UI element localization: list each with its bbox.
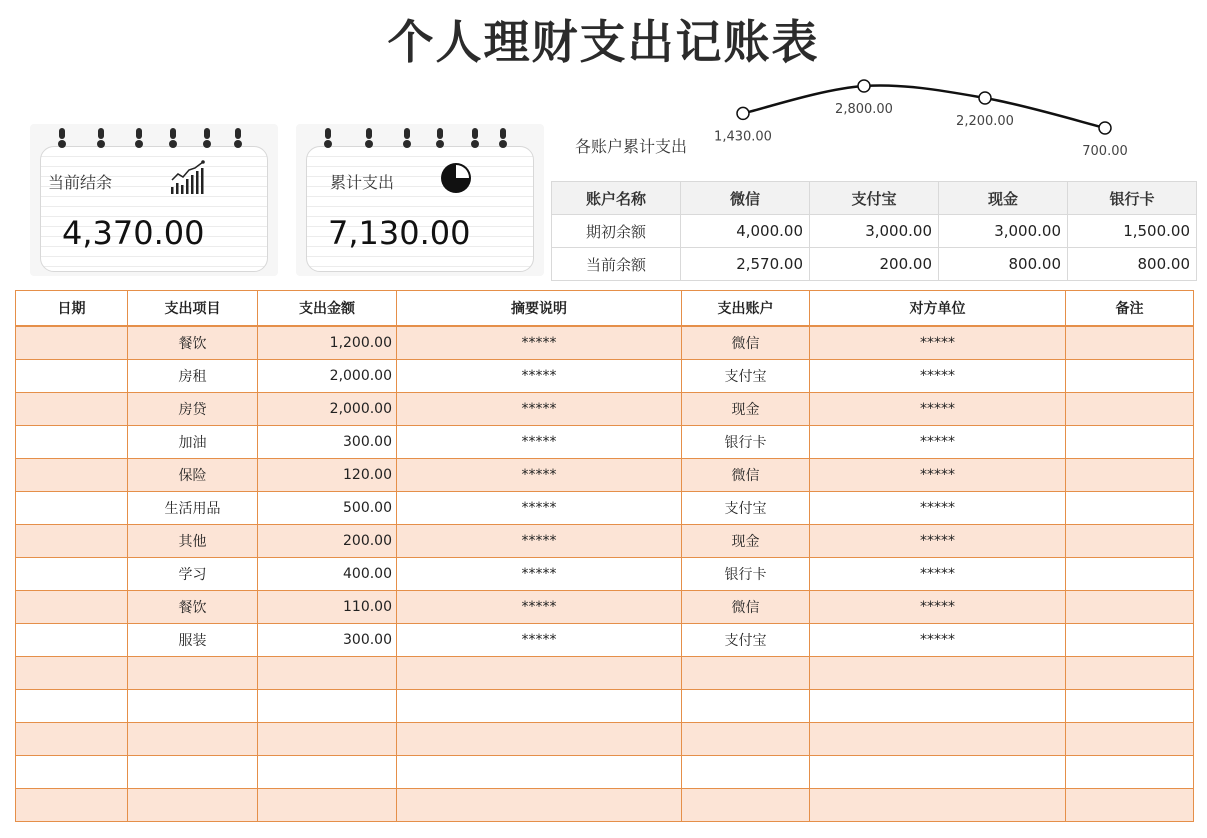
ring-icon (471, 128, 479, 148)
cell-counterparty[interactable]: ***** (810, 558, 1066, 591)
cell-date[interactable] (16, 393, 128, 426)
account-header-bankcard: 银行卡 (1068, 182, 1197, 215)
cell-item[interactable]: 服装 (128, 624, 258, 657)
table-row (16, 723, 1194, 756)
cell-amount[interactable]: 120.00 (258, 459, 397, 492)
cell-counterparty[interactable] (810, 723, 1066, 756)
cell-amount[interactable] (258, 789, 397, 822)
cell-account[interactable]: 现金 (682, 525, 810, 558)
table-row (16, 756, 1194, 789)
cell-item[interactable] (128, 723, 258, 756)
cell-notes[interactable] (1066, 426, 1194, 459)
account-header-wechat: 微信 (681, 182, 810, 215)
ring-icon (169, 128, 177, 148)
ring-icon (436, 128, 444, 148)
account-name-header: 账户名称 (552, 182, 681, 215)
cell-account[interactable] (682, 723, 810, 756)
cell-account[interactable]: 支付宝 (682, 492, 810, 525)
cell-item[interactable] (128, 756, 258, 789)
cell-summary[interactable]: ***** (397, 326, 682, 360)
cell-counterparty[interactable]: ***** (810, 360, 1066, 393)
ring-icon (203, 128, 211, 148)
expense-header-row (16, 291, 1194, 327)
cell-account[interactable]: 微信 (682, 591, 810, 624)
table-row (16, 492, 1194, 525)
cell-counterparty[interactable]: ***** (810, 591, 1066, 624)
cell-date[interactable] (16, 591, 128, 624)
bar-chart-icon (170, 160, 206, 196)
cell-account[interactable]: 微信 (682, 326, 810, 360)
cell-item[interactable] (128, 789, 258, 822)
cell-summary[interactable] (397, 690, 682, 723)
cell-account[interactable] (682, 789, 810, 822)
cell-counterparty[interactable]: ***** (810, 525, 1066, 558)
cell-amount[interactable]: 300.00 (258, 426, 397, 459)
cell-notes[interactable] (1066, 789, 1194, 822)
cell-notes[interactable] (1066, 360, 1194, 393)
table-row (16, 426, 1194, 459)
cell-summary[interactable]: ***** (397, 393, 682, 426)
cell-account[interactable]: 支付宝 (682, 360, 810, 393)
table-row (16, 393, 1194, 426)
opening-balance-row (552, 215, 1197, 248)
cell-notes[interactable] (1066, 558, 1194, 591)
table-row (16, 789, 1194, 822)
table-row (16, 657, 1194, 690)
notepad (306, 146, 534, 272)
balance-cell[interactable]: 4,000.00 (681, 215, 810, 248)
cell-account[interactable]: 银行卡 (682, 426, 810, 459)
table-row (16, 690, 1194, 723)
cell-date[interactable] (16, 558, 128, 591)
table-row (16, 459, 1194, 492)
cell-amount[interactable] (258, 657, 397, 690)
cell-item[interactable]: 其他 (128, 525, 258, 558)
cell-counterparty[interactable]: ***** (810, 492, 1066, 525)
col-header-date: 日期 (16, 291, 128, 327)
table-row (16, 558, 1194, 591)
cell-notes[interactable] (1066, 723, 1194, 756)
cell-item[interactable]: 保险 (128, 459, 258, 492)
spent-label: 累计支出 (330, 173, 395, 192)
ring-icon (97, 128, 105, 148)
series-line (743, 85, 1105, 128)
balance-cell[interactable]: 800.00 (1068, 248, 1197, 281)
cell-notes[interactable] (1066, 690, 1194, 723)
data-label: 2,800.00 (835, 102, 893, 117)
account-header-cash: 现金 (939, 182, 1068, 215)
spent-value: 7,130.00 (328, 214, 471, 252)
cell-amount[interactable] (258, 690, 397, 723)
cell-account[interactable] (682, 657, 810, 690)
table-row (16, 591, 1194, 624)
col-header-notes: 备注 (1066, 291, 1194, 327)
data-label: 1,430.00 (714, 129, 772, 145)
cell-counterparty[interactable]: ***** (810, 326, 1066, 360)
row-label: 期初余额 (552, 215, 681, 248)
cell-date[interactable] (16, 657, 128, 690)
ring-icon (324, 128, 332, 148)
cell-amount[interactable]: 300.00 (258, 624, 397, 657)
col-header-item: 支出项目 (128, 291, 258, 327)
cell-item[interactable] (128, 690, 258, 723)
ring-icon (234, 128, 242, 148)
table-row (16, 326, 1194, 360)
balance-cell[interactable]: 800.00 (939, 248, 1068, 281)
cell-item[interactable]: 房租 (128, 360, 258, 393)
cell-account[interactable] (682, 690, 810, 723)
cell-item[interactable] (128, 657, 258, 690)
account-balance-table (551, 181, 1197, 281)
cell-notes[interactable] (1066, 525, 1194, 558)
cell-item[interactable]: 生活用品 (128, 492, 258, 525)
cell-summary[interactable] (397, 789, 682, 822)
cell-account[interactable] (682, 756, 810, 789)
ring-icon (403, 128, 411, 148)
current-balance-row (552, 248, 1197, 281)
data-point[interactable] (1099, 122, 1111, 134)
cell-notes[interactable] (1066, 591, 1194, 624)
cell-date[interactable] (16, 426, 128, 459)
cell-amount[interactable]: 2,000.00 (258, 393, 397, 426)
table-row (16, 624, 1194, 657)
cell-summary[interactable]: ***** (397, 459, 682, 492)
cell-summary[interactable]: ***** (397, 525, 682, 558)
cell-counterparty[interactable]: ***** (810, 393, 1066, 426)
balance-cell[interactable]: 200.00 (810, 248, 939, 281)
cell-amount[interactable]: 110.00 (258, 591, 397, 624)
cell-date[interactable] (16, 459, 128, 492)
cell-date[interactable] (16, 326, 128, 360)
col-header-summary: 摘要说明 (397, 291, 682, 327)
cell-item[interactable]: 学习 (128, 558, 258, 591)
cell-counterparty[interactable]: ***** (810, 459, 1066, 492)
cell-summary[interactable] (397, 657, 682, 690)
balance-value: 4,370.00 (62, 214, 205, 252)
cell-summary[interactable]: ***** (397, 624, 682, 657)
cell-date[interactable] (16, 723, 128, 756)
cell-summary[interactable]: ***** (397, 426, 682, 459)
cell-account[interactable]: 银行卡 (682, 558, 810, 591)
notepad (40, 146, 268, 272)
cell-summary[interactable] (397, 756, 682, 789)
ring-icon (499, 128, 507, 148)
cell-date[interactable] (16, 624, 128, 657)
cell-amount[interactable]: 2,000.00 (258, 360, 397, 393)
ring-icon (58, 128, 66, 148)
balance-label: 当前结余 (48, 173, 113, 192)
account-header-alipay: 支付宝 (810, 182, 939, 215)
binder-rings (324, 128, 524, 154)
page-title: 个人理财支出记账表 (387, 15, 820, 69)
cell-item[interactable]: 餐饮 (128, 591, 258, 624)
expense-table-body (16, 326, 1194, 822)
ring-icon (365, 128, 373, 148)
cell-notes[interactable] (1066, 624, 1194, 657)
cell-summary[interactable]: ***** (397, 591, 682, 624)
cell-notes[interactable] (1066, 393, 1194, 426)
expense-table (15, 290, 1194, 822)
cell-item[interactable]: 房贷 (128, 393, 258, 426)
cell-counterparty[interactable]: ***** (810, 624, 1066, 657)
balance-cell[interactable]: 3,000.00 (939, 215, 1068, 248)
cell-amount[interactable] (258, 723, 397, 756)
cell-counterparty[interactable] (810, 657, 1066, 690)
cell-summary[interactable] (397, 723, 682, 756)
col-header-account: 支出账户 (682, 291, 810, 327)
data-label: 700.00 (1082, 144, 1128, 159)
cell-account[interactable]: 现金 (682, 393, 810, 426)
data-point[interactable] (858, 80, 870, 92)
cell-summary[interactable]: ***** (397, 492, 682, 525)
cell-date[interactable] (16, 690, 128, 723)
account-header-row (552, 182, 1197, 215)
ring-icon (135, 128, 143, 148)
cell-amount[interactable]: 400.00 (258, 558, 397, 591)
cell-amount[interactable]: 1,200.00 (258, 326, 397, 360)
cell-counterparty[interactable] (810, 789, 1066, 822)
binder-rings (58, 128, 258, 154)
cell-notes[interactable] (1066, 459, 1194, 492)
cell-amount[interactable] (258, 756, 397, 789)
balance-cell[interactable]: 3,000.00 (810, 215, 939, 248)
row-label: 当前余额 (552, 248, 681, 281)
cell-amount[interactable]: 200.00 (258, 525, 397, 558)
cell-date[interactable] (16, 789, 128, 822)
cell-date[interactable] (16, 525, 128, 558)
cell-item[interactable]: 餐饮 (128, 326, 258, 360)
cell-summary[interactable]: ***** (397, 360, 682, 393)
data-label: 2,200.00 (956, 114, 1014, 129)
cell-notes[interactable] (1066, 326, 1194, 360)
cell-date[interactable] (16, 492, 128, 525)
cell-notes[interactable] (1066, 657, 1194, 690)
data-point[interactable] (979, 92, 991, 104)
cell-summary[interactable]: ***** (397, 558, 682, 591)
balance-cell[interactable]: 1,500.00 (1068, 215, 1197, 248)
chart-title: 各账户累计支出 (575, 137, 688, 156)
table-row (16, 360, 1194, 393)
cell-counterparty[interactable] (810, 690, 1066, 723)
balance-cell[interactable]: 2,570.00 (681, 248, 810, 281)
cell-counterparty[interactable]: ***** (810, 426, 1066, 459)
cell-account[interactable]: 支付宝 (682, 624, 810, 657)
cell-notes[interactable] (1066, 756, 1194, 789)
cell-amount[interactable]: 500.00 (258, 492, 397, 525)
cell-notes[interactable] (1066, 492, 1194, 525)
balance-card (40, 128, 270, 272)
cell-counterparty[interactable] (810, 756, 1066, 789)
pie-chart-icon (440, 162, 472, 194)
cell-date[interactable] (16, 360, 128, 393)
cell-item[interactable]: 加油 (128, 426, 258, 459)
table-row (16, 525, 1194, 558)
col-header-amount: 支出金额 (258, 291, 397, 327)
spent-card (306, 128, 536, 272)
col-header-counterparty: 对方单位 (810, 291, 1066, 327)
account-spending-line-chart (700, 76, 1200, 182)
cell-date[interactable] (16, 756, 128, 789)
cell-account[interactable]: 微信 (682, 459, 810, 492)
data-point[interactable] (737, 107, 749, 119)
